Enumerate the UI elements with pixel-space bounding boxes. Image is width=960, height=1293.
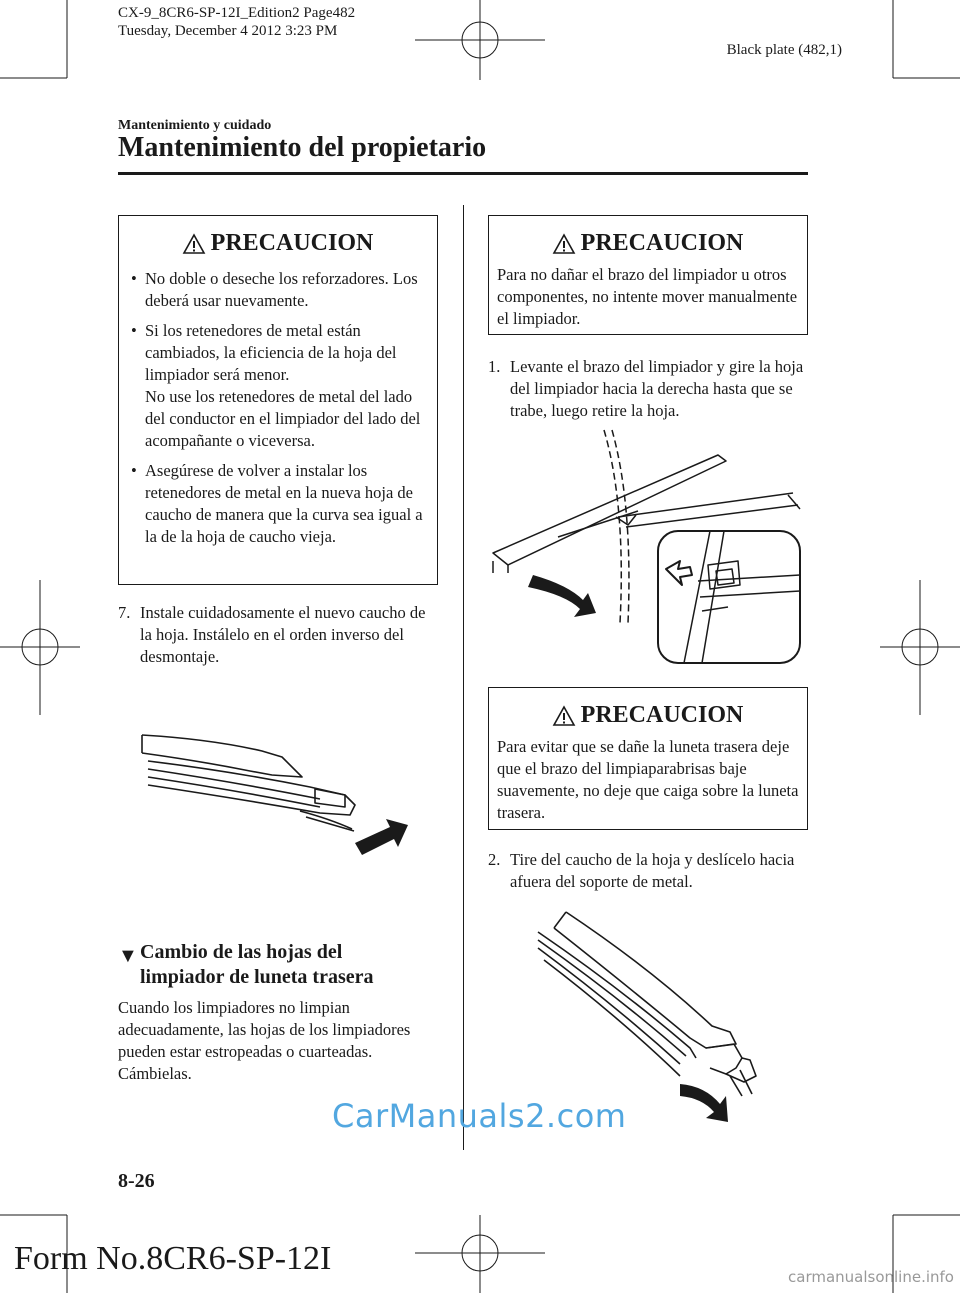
form-number: Form No.8CR6-SP-12I — [14, 1240, 332, 1277]
caution-heading — [119, 228, 437, 258]
caution-item — [119, 320, 431, 452]
step-number: 2. — [488, 850, 501, 869]
caution-body — [489, 264, 807, 330]
plate-label: Black plate (482,1) — [726, 42, 842, 58]
caution-box-1 — [118, 215, 438, 585]
caution-body — [119, 268, 437, 548]
column-divider — [463, 205, 464, 1150]
print-header-date: Tuesday, December 4 2012 3:23 PM — [118, 23, 338, 39]
step-text: Tire del caucho de la hoja y deslícelo hacia afuera del soporte de metal. — [510, 850, 795, 891]
caution-list — [119, 268, 431, 548]
page-title: Mantenimiento del propietario — [118, 132, 487, 163]
step-1 — [488, 356, 808, 422]
paragraph — [118, 997, 418, 1085]
caution-text: Para no dañar el brazo del limpiador u otros componentes, no intente mover manualmente el limpiador. — [497, 265, 798, 328]
step-text: Levante el brazo del limpiador y gire la hoja del limpiador hacia la derecha hasta que se trabe, luego retire la hoja. — [510, 357, 804, 420]
caution-box-2 — [488, 215, 808, 335]
caution-heading-text: PRECAUCION — [580, 702, 744, 728]
caution-heading — [489, 228, 807, 258]
print-header — [118, 4, 355, 40]
caution-body — [489, 736, 807, 824]
step-2 — [488, 849, 808, 893]
wiper-removal-illustration — [488, 425, 808, 670]
caution-text: Para evitar que se dañe la luneta trasera deje que el brazo del limpiaparabrisas baje suavemente, no deje que caiga sobre la luneta trasera. — [497, 737, 799, 822]
step-number: 1. — [488, 357, 501, 376]
paragraph-text: Cuando los limpiadores no limpian adecuadamente, las hojas de los limpiadores pueden estar estropeadas o cuarteadas. — [118, 998, 411, 1061]
caution-heading-text: PRECAUCION — [210, 230, 374, 256]
sub-heading-line-1: Cambio de las hojas del — [140, 941, 343, 963]
caution-item-extra: No use los retenedores de metal del lado del conductor en el limpiador del lado del acompañante o viceversa. — [145, 387, 421, 450]
section-label: Mantenimiento y cuidado — [118, 118, 272, 133]
paragraph-text-2: Cámbielas. — [118, 1064, 192, 1083]
step-text: Instale cuidadosamente el nuevo caucho de la hoja. Instálelo en el orden inverso del desmontaje. — [140, 603, 426, 666]
caution-heading-text: PRECAUCION — [580, 230, 744, 256]
page-number: 8-26 — [118, 1170, 155, 1192]
title-rule — [118, 172, 808, 175]
caution-item: • No doble o deseche los reforzadores. Los deberá usar nuevamente. — [119, 268, 431, 312]
sub-heading — [118, 940, 448, 990]
watermark: CarManuals2.com — [332, 1097, 627, 1135]
print-header-file: CX-9_8CR6-SP-12I_Edition2 Page482 — [118, 5, 356, 21]
warning-icon — [553, 706, 575, 726]
footer-site: carmanualsonline.info — [788, 1268, 954, 1286]
caution-item-text: Si los retenedores de metal están cambiados, la eficiencia de la hoja del limpiador será menor. — [145, 321, 397, 384]
caution-box-3 — [488, 687, 808, 830]
blade-insertion-illustration — [140, 725, 420, 870]
sub-heading-line-2: limpiador de luneta trasera — [140, 966, 374, 988]
step-number: 7. — [118, 603, 131, 622]
step-7 — [118, 602, 438, 668]
warning-icon — [553, 234, 575, 254]
triangle-marker-icon: ▼ — [118, 945, 138, 967]
caution-heading — [489, 700, 807, 730]
caution-item: • Asegúrese de volver a instalar los retenedores de metal en la nueva hoja de caucho de manera que la curva sea igual a la de la hoja de caucho vieja. — [119, 460, 431, 548]
warning-icon — [183, 234, 205, 254]
